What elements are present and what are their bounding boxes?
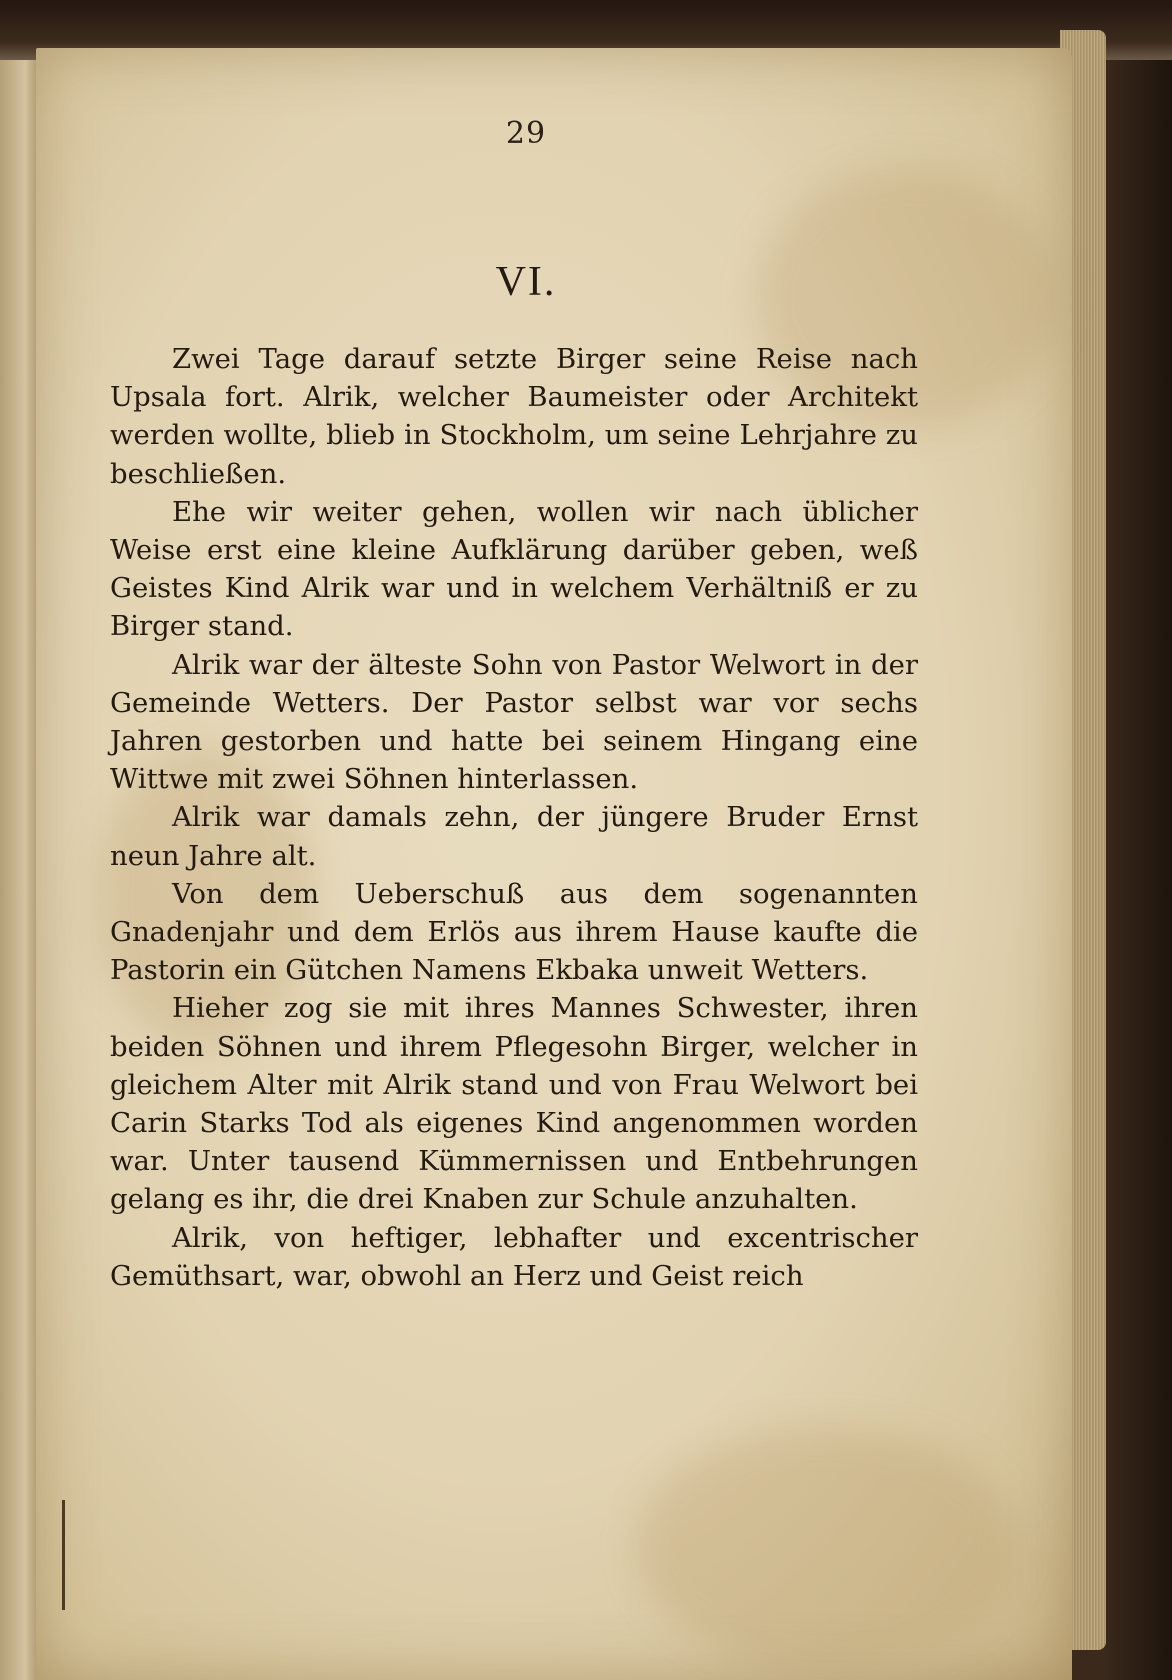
page-number: 29 bbox=[505, 116, 547, 151]
paragraph: Von dem Ueberschuß aus dem sogenannten Gnadenjahr und dem Erlös aus ihrem Hause kaufte die Pastorin ein Gütchen Namens Ekbaka unweit Wetters. bbox=[110, 877, 918, 987]
paragraph: Alrik war damals zehn, der jüngere Bruder Ernst neun Jahre alt. bbox=[110, 801, 918, 872]
chapter-heading: VI. bbox=[495, 259, 557, 305]
body-text bbox=[110, 340, 918, 1295]
paragraph: Alrik war der älteste Sohn von Pastor Welwort in der Gemeinde Wetters. Der Pastor selbst war vor sechs Jahren gestorben und hatte bei seinem Hingang eine Wittwe mit zwei Söhnen hinterlassen. bbox=[110, 648, 918, 796]
gutter-mark bbox=[62, 1500, 65, 1610]
paragraph: Zwei Tage darauf setzte Birger seine Reise nach Upsala fort. Alrik, welcher Baumeister oder Architekt werden wollte, blieb in Stockholm, um seine Lehrjahre zu beschließen. bbox=[110, 343, 918, 490]
paragraph: Alrik, von heftiger, lebhafter und excentrischer Gemüthsart, war, obwohl an Herz und Geist reich bbox=[110, 1221, 918, 1292]
paragraph: Ehe wir weiter gehen, wollen wir nach üblicher Weise erst eine kleine Aufklärung darüber geben, weß Geistes Kind Alrik war und in welchem Verhältniß er zu Birger stand. bbox=[110, 495, 918, 643]
paragraph: Hieher zog sie mit ihres Mannes Schwester, ihren beiden Söhnen und ihrem Pflegesohn Birger, welcher in gleichem Alter mit Alrik stand und von Frau Welwort bei Carin Starks Tod als eigenes Kind angenommen worden war. Unter tausend Kümmernissen und Entbehrungen gelang es ihr, die drei Knaben zur Schule anzuhalten. bbox=[110, 992, 918, 1216]
paper-stain bbox=[636, 1428, 1016, 1668]
